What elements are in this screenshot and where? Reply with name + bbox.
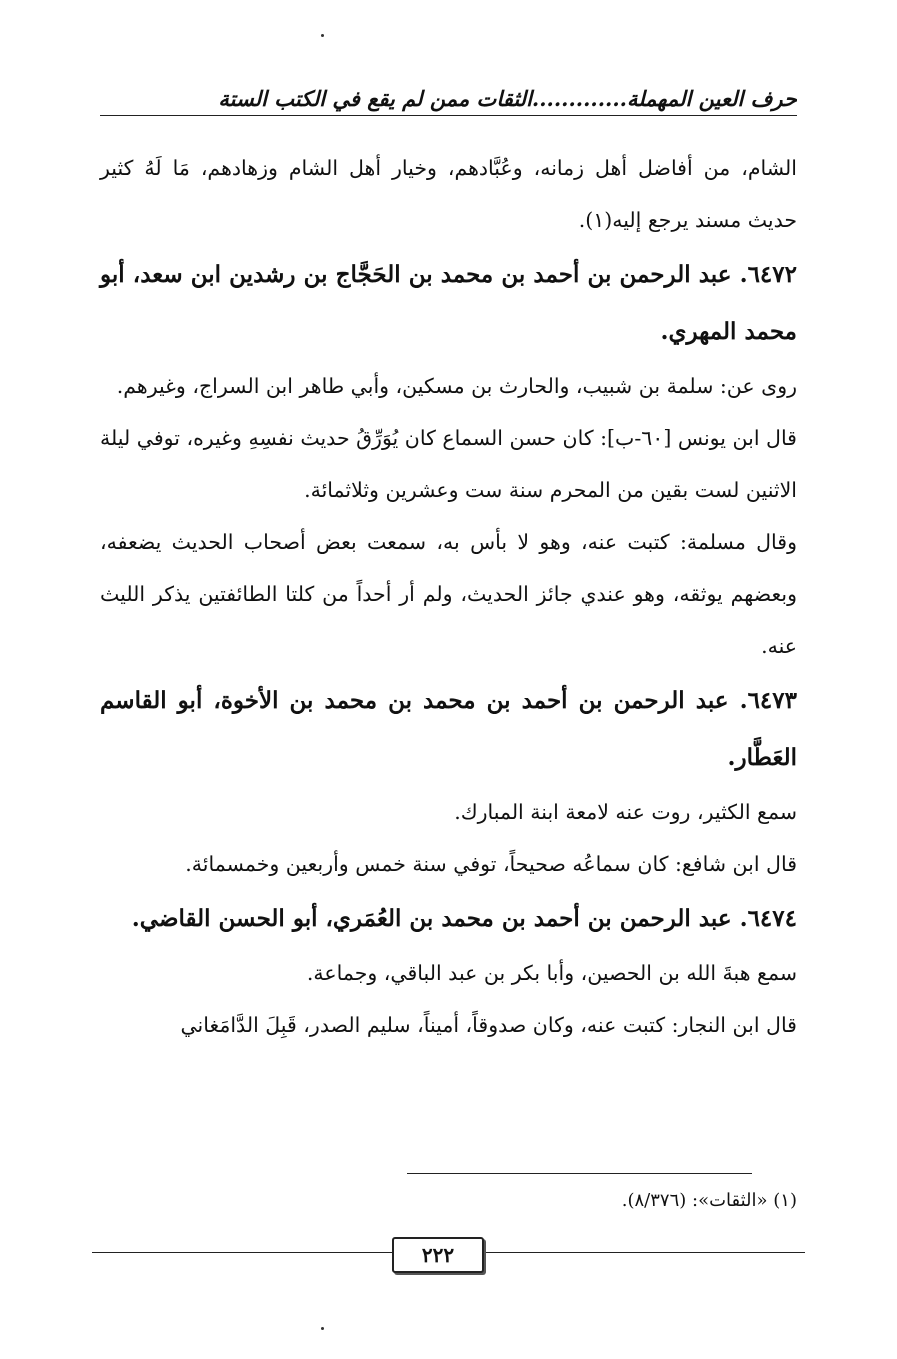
- scan-speck: [321, 1327, 324, 1330]
- paragraph: قال ابن النجار: كتبت عنه، وكان صدوقاً، أميناً، سليم الصدر، قَبِلَ الدَّامَغاني: [180, 1013, 797, 1037]
- entry-title: عبد الرحمن بن أحمد بن محمد بن الحَجَّاج بن رشدين ابن سعد، أبو محمد المهري.: [100, 261, 797, 345]
- paragraph: قال ابن شافع: كان سماعُه صحيحاً، توفي سنة خمس وأربعين وخمسمائة.: [185, 852, 797, 876]
- entry-title: عبد الرحمن بن أحمد بن محمد بن محمد بن الأخوة، أبو القاسم العَطَّار.: [100, 687, 797, 771]
- page-body: [100, 142, 797, 1051]
- paragraph: وقال مسلمة: كتبت عنه، وهو لا بأس به، سمعت بعض أصحاب الحديث يضعفه، وبعضهم يوثقه، وهو عندي جائز الحديث، ولم أر أحداً من كلتا الطائفتين يذكر الليث عنه.: [100, 530, 797, 658]
- entry-heading-6472: [100, 246, 797, 360]
- entry-heading-6473: [100, 672, 797, 786]
- paragraph: روى عن: سلمة بن شبيب، والحارث بن مسكين، وأبي طاهر ابن السراج، وغيرهم.: [116, 374, 797, 398]
- entry-number: ٦٤٧٣.: [739, 687, 797, 714]
- page-number: ٢٢٢: [392, 1237, 484, 1273]
- entry-number: ٦٤٧٢.: [739, 261, 797, 288]
- entry-title: عبد الرحمن بن أحمد بن محمد بن العُمَري، أبو الحسن القاضي.: [131, 905, 732, 932]
- paragraph: سمع الكثير، روت عنه لامعة ابنة المبارك.: [454, 800, 797, 824]
- footnote: (١) «الثقات»: (٨/٣٧٦).: [621, 1190, 797, 1211]
- entry-number: ٦٤٧٤.: [739, 905, 797, 932]
- scan-speck: [321, 34, 324, 37]
- running-header: حرف العين المهملة.............الثقات ممن لم يقع في الكتب الستة: [100, 86, 797, 116]
- paragraph: قال ابن يونس [٦٠-ب]: كان حسن السماع كان يُوَرِّقُ حديث نفسِهِ وغيره، توفي ليلة الاثنين لست بقين من المحرم سنة ست وعشرين وثلاثمائة.: [100, 426, 797, 502]
- entry-heading-6474: [100, 890, 797, 947]
- paragraph: سمع هبةَ الله بن الحصين، وأبا بكر بن عبد الباقي، وجماعة.: [306, 961, 797, 985]
- paragraph: الشام، من أفاضل أهل زمانه، وعُبَّادهم، وخيار أهل الشام وزهادهم، مَا لَهُ كثير حديث مسند يرجع إليه(١).: [100, 156, 797, 232]
- footnote-divider: [407, 1173, 752, 1174]
